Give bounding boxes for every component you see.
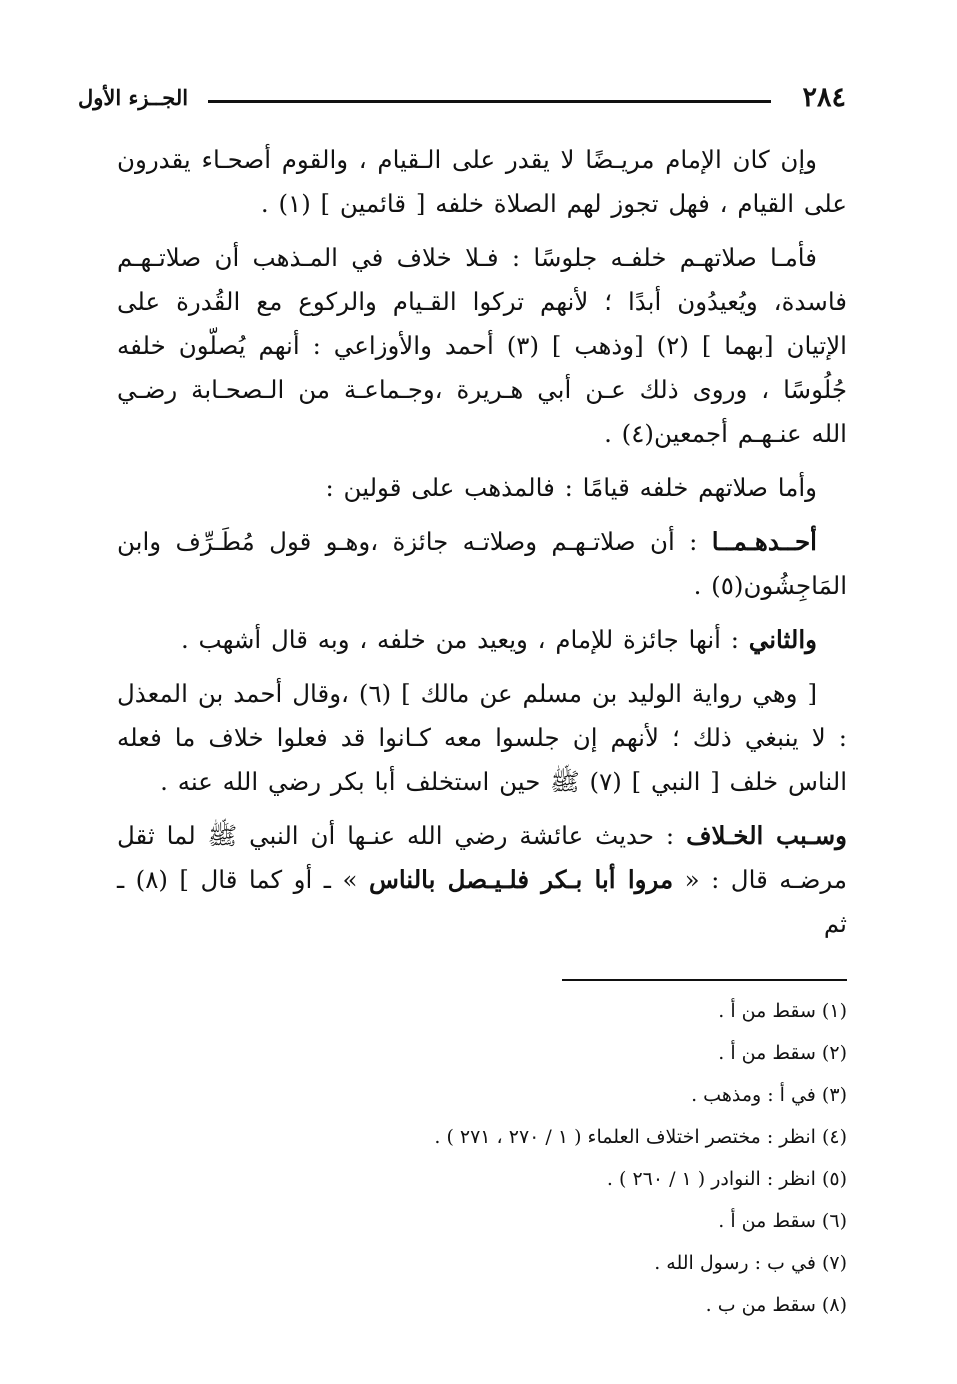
footnote-5: (٥) انظر : النوادر ( ١ / ٢٦٠ ) .	[606, 1168, 847, 1190]
footnotes	[117, 990, 847, 1326]
paragraph-5	[117, 618, 847, 662]
footnote-8: (٨) سقط من ب .	[705, 1294, 847, 1316]
hadith-quote: مروا أبا بـكر فلـيـصل بالناس	[368, 865, 674, 894]
running-title: الجــزء الأول	[78, 85, 189, 110]
paragraph-7	[117, 814, 847, 946]
footnote-7: (٧) في ب : رسول الله .	[654, 1252, 847, 1274]
footnote-separator	[562, 979, 847, 981]
paragraph-3: وأما صلاتهم خلفه قيامًا : فالمذهب على قولين :	[325, 473, 817, 502]
first-opinion-heading: أحــدهـمــا	[711, 527, 817, 556]
footnote-1: (١) سقط من أ .	[718, 1000, 847, 1022]
paragraph-6: [ وهي رواية الوليد بن مسلم عن مالك ] (٦) ،وقال أحمد بن المعذل : لا ينبغي ذلك ؛ لأنهم إن جلسوا معه كـانوا قد فعلوا خلاف ما فعله الناس خلف [ النبي ] (٧) ﷺ حين استخلف أبا بكر رضي الله عنه .	[117, 679, 847, 796]
footnote-3: (٣) في أ : ومذهب .	[691, 1084, 847, 1106]
cause-text-b: » ـ أو كما قال ] (٨) ـ ثم	[117, 865, 847, 938]
main-text	[117, 138, 847, 946]
cause-of-disagreement-heading: وسـبب الخـلاف	[686, 821, 847, 850]
paragraph-1: وإن كان الإمام مريـضًا لا يقدر على الـقيام ، والقوم أصحـاء يقدرون على القيام ، فهل تجوز لهم الصلاة خلفه [ قائمين ] (١) .	[117, 145, 847, 218]
first-opinion-text: : أن صلاتـهـم وصلاتـه جائزة ،وهـو قول مُطَـرِّف وابن المَاجِشُون(٥) .	[117, 527, 847, 600]
paragraph-2: فأمـا صلاتهـم خلفـه جلوسًا : فـلا خلاف في المـذهب أن صلاتـهـم فاسدة، ويُعيدُون أبدًا ؛ لأنهم تركوا القـيام والركوع مع القُدرة على الإتيان [بهما ] (٢) [وذهب ] (٣) أحمد والأوزاعي : أنهم يُصلّون خلفه جُلُوسًا ، وروى ذلك عـن أبي هـريرة ،وجـماعـة من الـصحـابة رضـي الله عنـهـم أجمعين(٤) .	[117, 243, 847, 448]
second-opinion-text: : أنها جائزة للإمام ، ويعيد من خلفه ، وبه قال أشهب .	[180, 625, 739, 654]
page-header	[78, 78, 846, 118]
header-rule	[208, 100, 771, 103]
cause-text-a: : حديث عائشة رضي الله عنـها أن النبي ﷺ لما ثقل مرضـه قال : «	[117, 821, 848, 894]
page-number: ٢٨٤	[802, 82, 846, 113]
paragraph-4	[117, 520, 847, 608]
footnote-6: (٦) سقط من أ .	[718, 1210, 847, 1232]
footnote-4: (٤) انظر : مختصر اختلاف العلماء ( ١ / ٢٧٠ ، ٢٧١ ) .	[434, 1126, 847, 1148]
second-opinion-heading: والثاني	[748, 625, 817, 654]
footnote-2: (٢) سقط من أ .	[718, 1042, 847, 1064]
